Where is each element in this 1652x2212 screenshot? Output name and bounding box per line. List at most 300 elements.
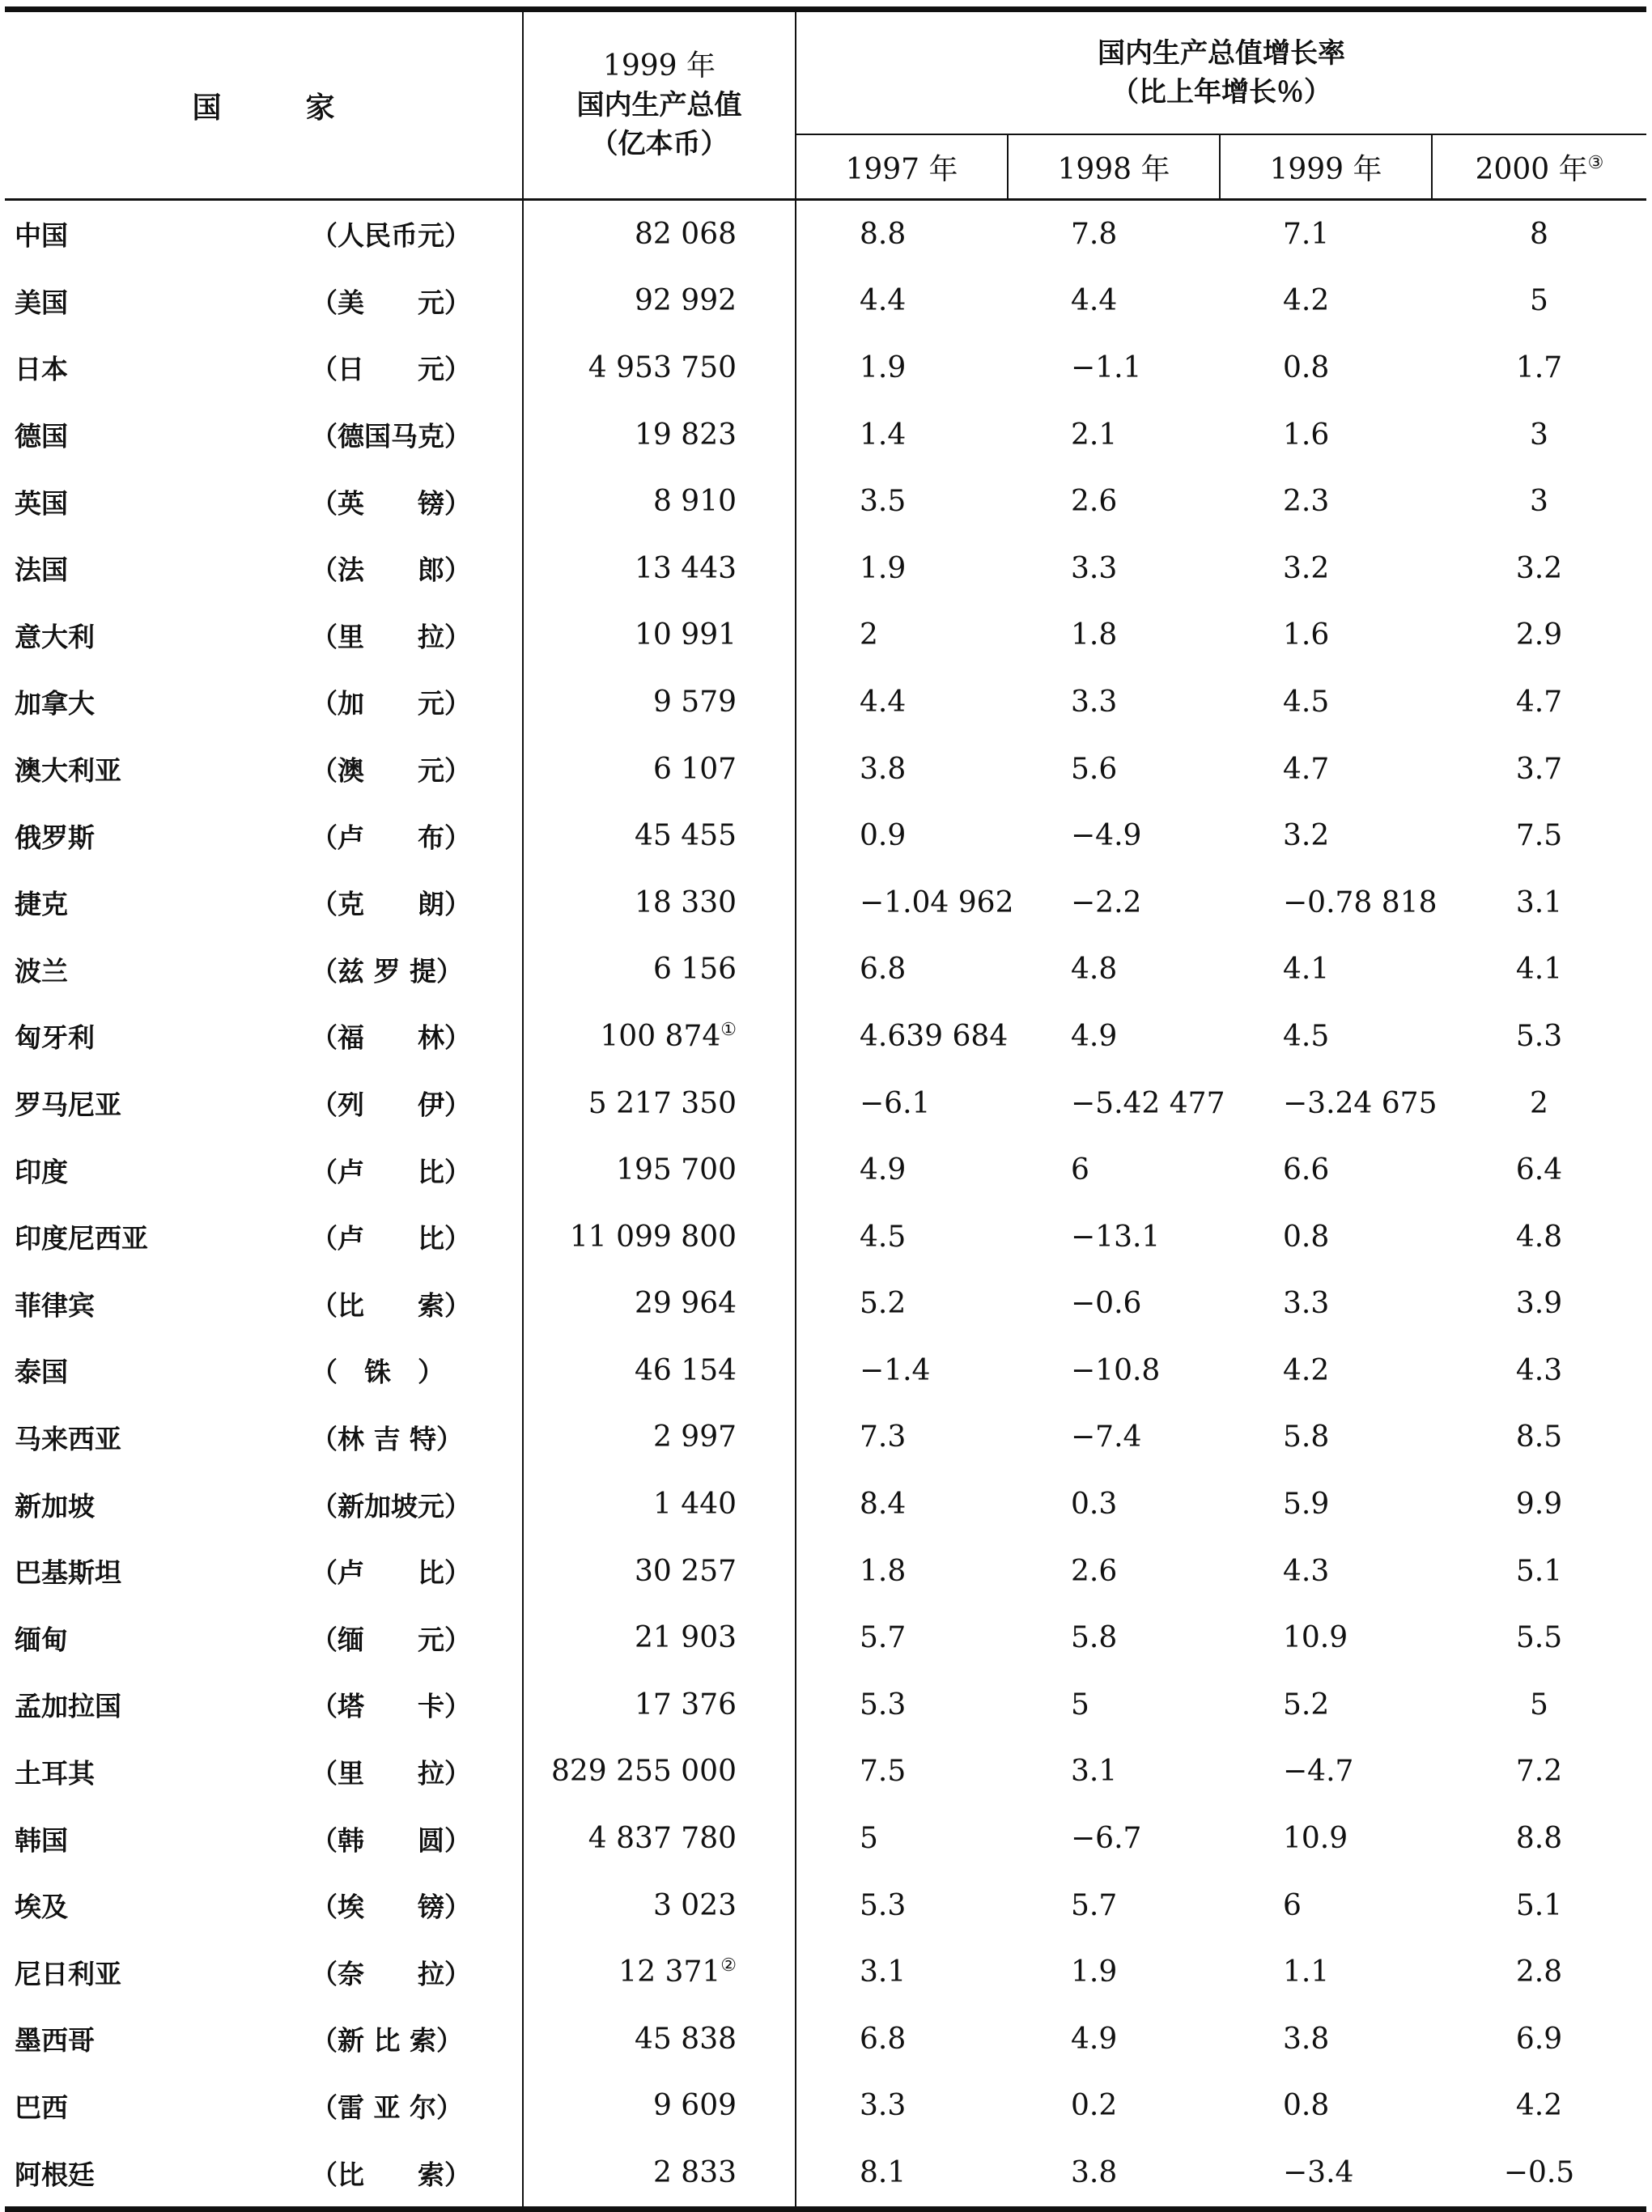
growth-1999-cell: 0.8 <box>1283 350 1330 384</box>
currency-name: （日 元） <box>311 353 471 385</box>
currency-name: （ 铢 ） <box>311 1356 444 1388</box>
growth-2000-cell: 5.5 <box>1515 1621 1563 1655</box>
country-cell <box>5 200 523 268</box>
growth-1998-cell: 4.4 <box>1071 284 1118 318</box>
country-header-char: 家 <box>305 90 335 125</box>
currency-name: （埃 镑） <box>311 1891 471 1923</box>
growth-1998-cell: −0.6 <box>1071 1287 1142 1321</box>
country-cell <box>5 1070 523 1137</box>
table-row <box>5 1070 1646 1137</box>
growth-1997-cell: 7.5 <box>860 1755 907 1789</box>
growth-2000-cell: 1.7 <box>1515 350 1563 384</box>
growth-1997-cell: 1.4 <box>860 418 907 452</box>
growth-1998-cell: −1.1 <box>1071 350 1142 384</box>
growth-1998-cell: −7.4 <box>1071 1420 1142 1454</box>
growth-1997-cell: 5.2 <box>860 1287 907 1321</box>
growth-1998-cell: 4.8 <box>1071 953 1118 987</box>
country-name: 阿根廷 <box>15 2159 95 2191</box>
gdp-cell <box>523 401 796 469</box>
gdp-cell <box>523 200 796 268</box>
growth-2000-cell: 8.5 <box>1515 1420 1563 1454</box>
growth-1999-cell: 7.1 <box>1283 217 1330 251</box>
growth-2000-cell: 6.9 <box>1515 2022 1563 2056</box>
currency-name: （福 林） <box>311 1021 471 1054</box>
growth-2000-cell: 3.1 <box>1515 885 1563 919</box>
gdp-value: 10 991 <box>635 618 737 652</box>
growth-1999-cell: 10.9 <box>1283 1822 1348 1856</box>
country-name: 韩国 <box>15 1824 68 1857</box>
currency-name: （德国马克） <box>311 420 471 452</box>
currency-name: （新 比 索） <box>311 2024 463 2057</box>
growth-2000-cell: 3.2 <box>1515 551 1563 585</box>
currency-name: （英 镑） <box>311 487 471 520</box>
year-header-1998: 1998 年 <box>1008 134 1220 200</box>
country-name: 捷克 <box>15 888 68 920</box>
country-cell <box>5 2073 523 2140</box>
table-row <box>5 1404 1646 1471</box>
growth-1997-cell: −1.04 962 <box>860 885 1014 919</box>
country-name: 加拿大 <box>15 687 95 720</box>
gdp-value: 829 255 000 <box>550 1755 737 1789</box>
gdp-value: 30 257 <box>635 1554 737 1588</box>
gdp-cell <box>523 736 796 803</box>
gdp-value: 21 903 <box>635 1621 737 1655</box>
currency-name: （比 索） <box>311 1289 471 1322</box>
growth-1997-cell: 3.3 <box>860 2089 907 2123</box>
country-name: 菲律宾 <box>15 1289 95 1322</box>
country-cell <box>5 802 523 869</box>
country-cell <box>5 401 523 469</box>
gdp-value: 100 874 <box>600 1019 721 1053</box>
growth-1998-cell: −4.9 <box>1071 819 1142 853</box>
gdp-value: 19 823 <box>635 418 737 452</box>
country-cell <box>5 334 523 401</box>
gdp-table <box>5 6 1646 2212</box>
currency-name: （雷 亚 尔） <box>311 2091 463 2124</box>
table-row <box>5 869 1646 936</box>
gdp-value: 29 964 <box>635 1287 737 1321</box>
table-row <box>5 1938 1646 2006</box>
table-row <box>5 1003 1646 1070</box>
growth-1997-cell: 5.7 <box>860 1621 907 1655</box>
table-row <box>5 268 1646 335</box>
gdp-cell <box>523 468 796 535</box>
gdp-value: 9 579 <box>652 685 737 719</box>
country-cell <box>5 1471 523 1538</box>
growth-1998-cell: −2.2 <box>1071 885 1142 919</box>
gdp-value: 1 440 <box>652 1488 737 1522</box>
gdp-cell <box>523 1805 796 1872</box>
country-cell <box>5 1805 523 1872</box>
country-cell <box>5 669 523 736</box>
gdp-cell <box>523 869 796 936</box>
country-name: 中国 <box>15 219 68 252</box>
year-header-1999: 1999 年 <box>1220 134 1432 200</box>
growth-1998-cell: 5 <box>1071 1688 1089 1722</box>
gdp-value: 4 837 780 <box>588 1822 737 1856</box>
country-name: 波兰 <box>15 955 68 987</box>
country-name: 墨西哥 <box>15 2024 95 2057</box>
growth-1999-cell: 5.8 <box>1283 1420 1330 1454</box>
table-row <box>5 200 1646 268</box>
gdp-cell <box>523 2139 796 2209</box>
growth-2000-cell: 4.3 <box>1515 1353 1563 1387</box>
growth-2000-cell: 7.5 <box>1515 819 1563 853</box>
growth-1999-cell: 4.3 <box>1283 1554 1330 1588</box>
growth-1998-cell: 2.6 <box>1071 485 1118 519</box>
growth-1998-cell: 4.9 <box>1071 1019 1118 1053</box>
growth-1999-cell: 1.1 <box>1283 1955 1330 1989</box>
growth-1997-cell: 8.8 <box>860 217 907 251</box>
country-cell <box>5 736 523 803</box>
currency-name: （缅 元） <box>311 1624 471 1656</box>
gdp-value: 2 997 <box>652 1420 737 1454</box>
table-row <box>5 1204 1646 1271</box>
country-name: 美国 <box>15 287 68 319</box>
currency-name: （奈 拉） <box>311 1958 471 1990</box>
growth-1998-cell: 4.9 <box>1071 2022 1118 2056</box>
growth-2000-cell: 5.3 <box>1515 1019 1563 1053</box>
table-header <box>5 10 1646 200</box>
currency-name: （加 元） <box>311 687 471 720</box>
currency-name: （比 索） <box>311 2159 471 2191</box>
growth-1999-cell: −3.4 <box>1220 2139 1432 2209</box>
gdp-value: 6 156 <box>652 953 737 987</box>
country-cell <box>5 1604 523 1671</box>
growth-2000-cell: 4.7 <box>1515 685 1563 719</box>
growth-1999-cell: −0.78 818 <box>1283 885 1438 919</box>
table-row <box>5 334 1646 401</box>
growth-1997-cell: 3.1 <box>860 1955 907 1989</box>
growth-1999-cell: 4.2 <box>1283 284 1330 318</box>
growth-1998-cell: −13.1 <box>1071 1220 1161 1254</box>
gdp-cell <box>523 334 796 401</box>
year-2000-footnote-mark: ③ <box>1587 152 1604 173</box>
growth-1998-cell: −6.7 <box>1071 1822 1142 1856</box>
growth-2000-cell: 8 <box>1530 217 1548 251</box>
country-cell <box>5 1136 523 1204</box>
gdp-value: 82 068 <box>635 217 737 251</box>
growth-1998-cell: 5.6 <box>1071 752 1118 786</box>
growth-1997-cell: 4.4 <box>860 284 907 318</box>
growth-1998-cell: 5.8 <box>1071 1621 1118 1655</box>
gdp-value: 8 910 <box>652 485 737 519</box>
country-name: 新加坡 <box>15 1490 95 1522</box>
growth-1999-cell: −3.24 675 <box>1283 1086 1438 1120</box>
country-name: 土耳其 <box>15 1757 95 1790</box>
country-name: 俄罗斯 <box>15 822 95 854</box>
growth-1997-cell: 5.3 <box>860 1688 907 1722</box>
currency-name: （兹 罗 提） <box>311 955 463 987</box>
country-name: 埃及 <box>15 1891 68 1923</box>
currency-name: （人民币元） <box>311 219 471 252</box>
growth-2000-cell: 4.1 <box>1515 953 1563 987</box>
gdp-cell <box>523 1671 796 1739</box>
gdp-value: 2 833 <box>652 2156 737 2190</box>
country-header-char: 国 <box>192 90 222 125</box>
table-row <box>5 1872 1646 1939</box>
growth-1999-cell: 5.2 <box>1283 1688 1330 1722</box>
gdp-cell <box>523 1271 796 1338</box>
country-cell <box>5 2006 523 2073</box>
growth-1999-cell: 0.8 <box>1283 2089 1330 2123</box>
table-row <box>5 2139 1646 2209</box>
table-row <box>5 468 1646 535</box>
growth-1997-cell: 8.1 <box>796 2139 1008 2209</box>
growth-1998-cell: 0.2 <box>1071 2089 1118 2123</box>
year-header-2000 <box>1432 134 1646 200</box>
growth-1998-cell: 6 <box>1071 1153 1089 1187</box>
growth-1999-cell: 6 <box>1283 1888 1302 1922</box>
gdp-header-line3: （亿本币） <box>590 128 728 160</box>
growth-2000-cell: 2.9 <box>1515 618 1563 652</box>
gdp-cell <box>523 936 796 1004</box>
currency-name: （克 朗） <box>311 888 471 920</box>
growth-2000-cell: 2.8 <box>1515 1955 1563 1989</box>
gdp-value: 11 099 800 <box>569 1220 737 1254</box>
growth-1999-cell: 3.8 <box>1283 2022 1330 2056</box>
country-cell <box>5 1671 523 1739</box>
growth-2000-cell: 9.9 <box>1515 1488 1563 1522</box>
gdp-cell <box>523 535 796 602</box>
growth-1998-cell: 2.6 <box>1071 1554 1118 1588</box>
year-2000-label: 2000 年 <box>1475 152 1588 186</box>
country-name: 法国 <box>15 554 68 586</box>
growth-2000-cell: 4.8 <box>1515 1220 1563 1254</box>
country-cell <box>5 869 523 936</box>
growth-1998-cell: 1.9 <box>1071 1955 1118 1989</box>
growth-1997-cell: 6.8 <box>860 953 907 987</box>
gdp-cell <box>523 802 796 869</box>
table-row <box>5 736 1646 803</box>
growth-2000-cell: 7.2 <box>1515 1755 1563 1789</box>
country-cell <box>5 1204 523 1271</box>
table-row <box>5 1471 1646 1538</box>
currency-name: （韩 圆） <box>311 1824 471 1857</box>
gdp-value: 5 217 350 <box>588 1086 737 1120</box>
growth-1997-cell: 5 <box>860 1822 878 1856</box>
growth-header-line1: 国内生产总值增长率 <box>1098 37 1345 70</box>
growth-1998-cell: 3.1 <box>1071 1755 1118 1789</box>
growth-1999-cell: 4.2 <box>1283 1353 1330 1387</box>
growth-1999-cell: 3.3 <box>1283 1287 1330 1321</box>
gdp-cell <box>523 1337 796 1404</box>
country-cell <box>5 1938 523 2006</box>
gdp-column-header <box>523 10 796 200</box>
table-row <box>5 802 1646 869</box>
growth-1997-cell: 4.639 684 <box>860 1019 1009 1053</box>
country-name: 缅甸 <box>15 1624 68 1656</box>
gdp-value: 12 371 <box>618 1955 721 1989</box>
growth-1999-cell: 0.8 <box>1283 1220 1330 1254</box>
country-cell <box>5 1404 523 1471</box>
country-name: 巴西 <box>15 2091 68 2124</box>
country-name: 匈牙利 <box>15 1021 95 1054</box>
growth-2000-cell: 3.9 <box>1515 1287 1563 1321</box>
gdp-cell <box>523 1136 796 1204</box>
currency-name: （里 拉） <box>311 1757 471 1790</box>
country-cell <box>5 535 523 602</box>
growth-1999-cell: 1.6 <box>1283 418 1330 452</box>
gdp-cell <box>523 1404 796 1471</box>
country-name: 英国 <box>15 487 68 520</box>
table-row <box>5 1271 1646 1338</box>
country-cell <box>5 468 523 535</box>
country-name: 印度尼西亚 <box>15 1222 148 1255</box>
currency-name: （林 吉 特） <box>311 1423 463 1455</box>
gdp-header-line2: 国内生产总值 <box>576 89 742 121</box>
country-name: 孟加拉国 <box>15 1690 121 1722</box>
growth-1999-cell: 3.2 <box>1283 551 1330 585</box>
country-name: 德国 <box>15 420 68 452</box>
currency-name: （法 郎） <box>311 554 471 586</box>
gdp-value: 17 376 <box>635 1688 737 1722</box>
growth-1997-cell: 4.5 <box>860 1220 907 1254</box>
gdp-value: 18 330 <box>635 885 737 919</box>
country-cell <box>5 602 523 669</box>
growth-1997-cell: 1.8 <box>860 1554 907 1588</box>
growth-1997-cell: 6.8 <box>860 2022 907 2056</box>
currency-name: （里 拉） <box>311 621 471 653</box>
gdp-cell <box>523 1739 796 1806</box>
growth-1997-cell: 2 <box>860 618 878 652</box>
growth-1997-cell: 8.4 <box>860 1488 907 1522</box>
gdp-cell <box>523 1604 796 1671</box>
table-row <box>5 1805 1646 1872</box>
table-row <box>5 1136 1646 1204</box>
growth-column-header <box>796 10 1646 135</box>
gdp-cell <box>523 1538 796 1605</box>
year-header-1997: 1997 年 <box>796 134 1008 200</box>
growth-1999-cell: −4.7 <box>1283 1755 1354 1789</box>
country-name: 巴基斯坦 <box>15 1556 121 1589</box>
table-row <box>5 602 1646 669</box>
country-name: 日本 <box>15 353 68 385</box>
growth-1998-cell: 5.7 <box>1071 1888 1118 1922</box>
growth-1998-cell: 1.8 <box>1071 618 1118 652</box>
growth-1997-cell: −1.4 <box>860 1353 931 1387</box>
growth-1998-cell: 0.3 <box>1071 1488 1118 1522</box>
gdp-value: 13 443 <box>635 551 737 585</box>
growth-2000-cell: 3 <box>1530 485 1548 519</box>
growth-1997-cell: −6.1 <box>860 1086 931 1120</box>
growth-2000-cell: 4.2 <box>1515 2089 1563 2123</box>
table-row <box>5 2006 1646 2073</box>
growth-1997-cell: 0.9 <box>860 819 907 853</box>
table-row <box>5 2073 1646 2140</box>
gdp-cell <box>523 1471 796 1538</box>
growth-1999-cell: 5.9 <box>1283 1488 1330 1522</box>
gdp-value: 3 023 <box>652 1888 737 1922</box>
growth-1997-cell: 5.3 <box>860 1888 907 1922</box>
gdp-footnote-mark: ① <box>720 1019 737 1040</box>
growth-1999-cell: 4.7 <box>1283 752 1330 786</box>
country-cell <box>5 936 523 1004</box>
growth-2000-cell: −0.5 <box>1432 2139 1646 2209</box>
growth-1998-cell: 3.3 <box>1071 551 1118 585</box>
growth-1998-cell: 2.1 <box>1071 418 1118 452</box>
gdp-value: 46 154 <box>635 1353 737 1387</box>
gdp-value: 45 455 <box>635 819 737 853</box>
currency-name: （塔 卡） <box>311 1690 471 1722</box>
gdp-cell <box>523 2006 796 2073</box>
gdp-value: 92 992 <box>635 284 737 318</box>
gdp-cell <box>523 1204 796 1271</box>
table-row <box>5 1739 1646 1806</box>
gdp-cell <box>523 1872 796 1939</box>
growth-1998-cell: 7.8 <box>1071 217 1118 251</box>
growth-1999-cell: 4.5 <box>1283 1019 1330 1053</box>
growth-1999-cell: 3.2 <box>1283 819 1330 853</box>
currency-name: （列 伊） <box>311 1089 471 1121</box>
growth-1999-cell: 10.9 <box>1283 1621 1348 1655</box>
currency-name: （新加坡元） <box>311 1490 471 1522</box>
growth-1998-cell: −10.8 <box>1071 1353 1161 1387</box>
growth-1997-cell: 3.8 <box>860 752 907 786</box>
country-cell <box>5 1003 523 1070</box>
currency-name: （卢 比） <box>311 1556 471 1589</box>
country-cell <box>5 1739 523 1806</box>
growth-header-line2: （比上年增长％） <box>1111 76 1331 108</box>
growth-2000-cell: 5 <box>1530 1688 1548 1722</box>
gdp-value: 4 953 750 <box>588 350 737 384</box>
growth-1997-cell: 1.9 <box>860 350 907 384</box>
country-name: 印度 <box>15 1156 68 1188</box>
growth-2000-cell: 5.1 <box>1515 1554 1563 1588</box>
growth-2000-cell: 6.4 <box>1515 1153 1563 1187</box>
country-name: 尼日利亚 <box>15 1958 121 1990</box>
table-row <box>5 1538 1646 1605</box>
country-cell <box>5 268 523 335</box>
table-row <box>5 1604 1646 1671</box>
country-cell <box>5 2139 523 2209</box>
gdp-cell <box>523 2073 796 2140</box>
gdp-header-line1: 1999 年 <box>602 49 716 83</box>
country-column-header <box>5 10 523 200</box>
gdp-cell <box>523 1070 796 1137</box>
country-cell <box>5 1337 523 1404</box>
country-cell <box>5 1538 523 1605</box>
currency-name: （卢 比） <box>311 1156 471 1188</box>
table-row <box>5 936 1646 1004</box>
gdp-cell <box>523 1003 796 1070</box>
growth-1997-cell: 3.5 <box>860 485 907 519</box>
growth-1998-cell: 3.8 <box>1008 2139 1220 2209</box>
country-name: 马来西亚 <box>15 1423 121 1455</box>
country-cell <box>5 1271 523 1338</box>
gdp-value: 6 107 <box>652 752 737 786</box>
gdp-cell <box>523 669 796 736</box>
growth-1998-cell: 3.3 <box>1071 685 1118 719</box>
growth-1999-cell: 4.1 <box>1283 953 1330 987</box>
currency-name: （卢 布） <box>311 822 471 854</box>
country-name: 澳大利亚 <box>15 754 121 787</box>
country-name: 罗马尼亚 <box>15 1089 121 1121</box>
growth-1998-cell: −5.42 477 <box>1071 1086 1225 1120</box>
table-row <box>5 1337 1646 1404</box>
growth-2000-cell: 5.1 <box>1515 1888 1563 1922</box>
growth-1997-cell: 7.3 <box>860 1420 907 1454</box>
growth-2000-cell: 3.7 <box>1515 752 1563 786</box>
table-row <box>5 669 1646 736</box>
gdp-value: 195 700 <box>616 1153 737 1187</box>
gdp-cell <box>523 1938 796 2006</box>
growth-1999-cell: 4.5 <box>1283 685 1330 719</box>
growth-1999-cell: 1.6 <box>1283 618 1330 652</box>
gdp-value: 45 838 <box>635 2022 737 2056</box>
gdp-cell <box>523 268 796 335</box>
country-name: 泰国 <box>15 1356 68 1388</box>
